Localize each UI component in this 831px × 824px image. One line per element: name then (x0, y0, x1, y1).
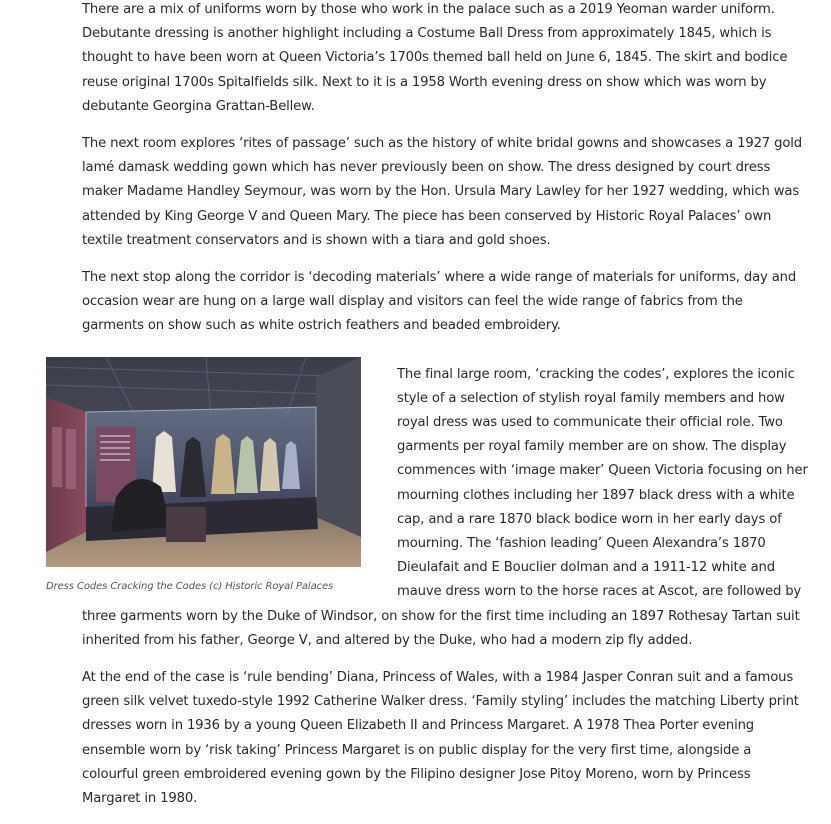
paragraph-rites-of-passage: The next room explores ‘rites of passage’ such as the history of white bridal gowns and showcases a 1927 gold lamé damask wedding gown which has never previously been on show. The dress designed by court dress maker Madame Handley Seymour, was worn by the Hon. Ursula Mary Lawley for her 1927 wedding, which was attended by King George V and Queen Mary. The piece has been conserved by Historic Royal Palaces’ own textile treatment conservators and is shown with a tiara and gold shoes. (82, 136, 802, 248)
article-body (46, 0, 808, 824)
photo-caption: Dress Codes Cracking the Codes (c) Historic Royal Palaces (46, 580, 334, 592)
museum-gallery-image (46, 357, 361, 567)
paragraph-rule-bending: At the end of the case is ‘rule bending’ Diana, Princess of Wales, with a 1984 Jasper Conran suit and a famous green silk velvet tuxedo-style 1992 Catherine Walker dress. ‘Family styling’ includes the matching Liberty print dresses worn in 1936 by a young Queen Elizabeth II and Princess Margaret. A 1978 Thea Porter evening ensemble worn by ‘risk taking’ Princess Margaret is on public display for the very first time, alongside a colourful green embroidered evening gown by the Filipino designer Jose Pitoy Moreno, worn by Princess Margaret in 1980. (82, 670, 799, 807)
gallery-figure (46, 357, 361, 594)
gallery-photo[interactable] (46, 357, 361, 567)
paragraph-uniforms: There are a mix of uniforms worn by those who work in the palace such as a 2019 Yeoman warder uniform. Debutante dressing is another highlight including a Costume Ball Dress from approximately 1845, which is thought to have been worn at Queen Victoria’s 1700s themed ball held on June 6, 1845. The skirt and bodice reuse original 1700s Spitalfields silk. Next to it is a 1958 Worth evening dress on show which was worn by debutante Georgina Grattan-Bellew. (82, 2, 788, 114)
paragraph-cracking-the-codes: The final large room, ‘cracking the codes’, explores the iconic style of a selection of stylish royal family members and how royal dress was used to communicate their official role. Two garments per royal family member are on show. The display commences with ‘image maker’ Queen Victoria focusing on her mourning clothes including her 1897 black dress with a white cap, and a rare 1870 black bodice worn in her early days of mourning. The ‘fashion leading’ Queen Alexandra’s 1870 Dieulafait and E Bouclier dolman and a 1911-12 white and mauve dress worn to the horse races at Ascot, are followed by three garments worn by the Duke of Windsor, on show for the first time including an 1897 Rothesay Tartan suit inherited from his father, George V, and altered by the Duke, who had a modern zip fly added. (82, 366, 808, 648)
paragraph-decoding-materials: The next stop along the corridor is ‘decoding materials’ where a wide range of materials for uniforms, day and occasion wear are hung on a large wall display and visitors can feel the wide range of fabrics from the garments on show such as white ostrich feathers and beaded embroidery. (82, 270, 797, 334)
